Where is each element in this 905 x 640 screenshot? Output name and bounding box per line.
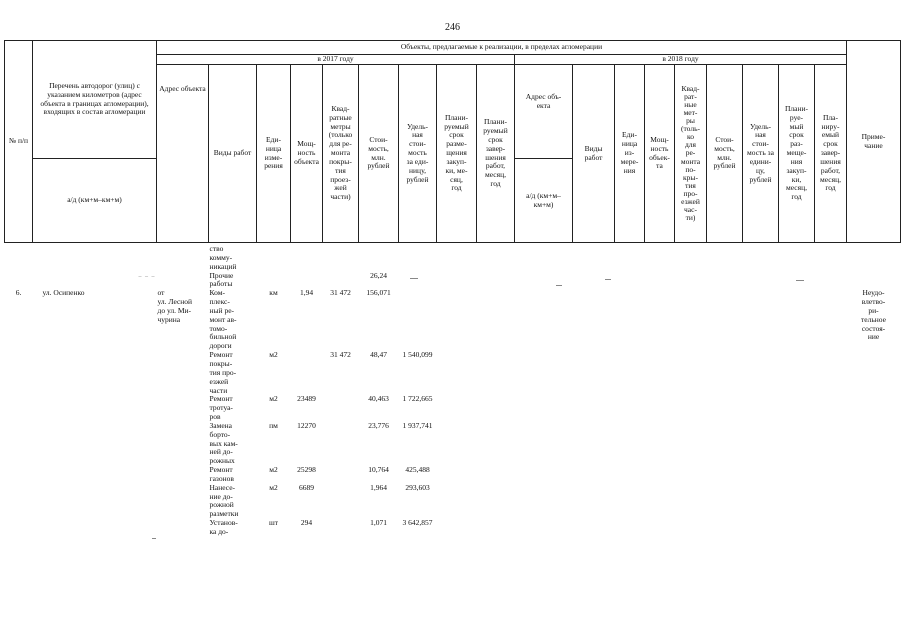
work-type: Ремонт покры- тия про- езжей части — [209, 351, 237, 395]
unit: м2 — [269, 466, 278, 475]
scan-mark — [605, 279, 611, 280]
capacity: 23489 — [297, 395, 316, 404]
header-roads: Перечень автодорог (улиц) с указанием километров (адрес объекта в границах агломерации), входящих в состав агломерации — [33, 41, 157, 159]
header-2017-completion-term: Плани- руемый срок завер- шения работ, месяц, год — [477, 65, 515, 243]
header-2017-cost: Стои- мость, млн. рублей — [359, 65, 399, 243]
scan-mark — [556, 285, 562, 286]
header-year-2018: в 2018 году — [515, 55, 847, 65]
header-2017-area: Квад- ратные метры (только для ре- монта покры- тия проез- жей части) — [323, 65, 359, 243]
header-2018-address-sub: а/д (км+м– км+м) — [515, 159, 573, 243]
note: Неудо- влетво- ри- тельное состоя- ние — [861, 289, 886, 342]
unit-cost: 425,488 — [405, 466, 430, 475]
cost: 10,764 — [368, 466, 389, 475]
scan-mark — [410, 278, 418, 279]
header-2018-cost: Стои- мость, млн. рублей — [707, 65, 743, 243]
area — [323, 395, 359, 422]
unit-cost: 1 937,741 — [402, 421, 433, 430]
header-2018-unit-cost: Удель- ная стои- мость за едини- цу, рублей — [743, 65, 779, 243]
other-work-label: Прочие работы — [209, 271, 234, 289]
capacity: 1,94 — [299, 289, 314, 298]
row-number: 6. — [15, 289, 22, 298]
work-type: Установ- ка до- — [209, 519, 238, 536]
cost: 1,964 — [370, 483, 387, 492]
work-type: Нанесе- ние до- рожной разметки — [209, 483, 239, 519]
cost: 156,071 — [366, 289, 391, 298]
capacity — [291, 351, 323, 395]
area: 31 472 — [330, 351, 351, 360]
cost: 23,776 — [368, 421, 389, 430]
unit: м2 — [269, 351, 278, 360]
work-type: Ремонт тротуа- ров — [209, 395, 233, 422]
header-2018-address: Адрес объ- екта — [515, 65, 573, 159]
header-year-2017: в 2017 году — [157, 55, 515, 65]
header-2018-capacity: Мощ- ность объек- та — [645, 65, 675, 243]
header-2018-area: Квад- рат- ные мет- ры (толь- ко для ре- монта по- кры- тия про- езжей час- ти) — [675, 65, 707, 243]
cost: 48,47 — [370, 351, 387, 360]
scan-mark — [152, 538, 156, 539]
capacity: 25298 — [297, 466, 316, 475]
street-name: ул. Осипенко — [42, 289, 85, 298]
area — [323, 519, 359, 537]
capacity: 294 — [300, 519, 313, 528]
header-roads-sub: а/д (км+м–км+м) — [33, 159, 157, 243]
work-type: Ком- плекс- ный ре- монт ав- томо- бильной дороги — [209, 289, 237, 351]
work-type: Ремонт газонов — [209, 466, 234, 483]
unit: км — [269, 289, 278, 298]
unit-cost: 1 540,099 — [402, 351, 433, 360]
header-2017-capacity: Мощ- ность объекта — [291, 65, 323, 243]
cost: 40,463 — [368, 395, 389, 404]
header-objects-group: Объекты, предлагаемые к реализации, в пределах агломерации — [157, 41, 847, 55]
unit-cost: 3 642,857 — [402, 519, 433, 528]
table-row-other-works: ‒ ‒ ‒ Прочие работы 26,24 — [5, 272, 901, 290]
capacity: 6689 — [299, 483, 314, 492]
scan-mark — [796, 280, 804, 281]
header-2017-address: Адрес объекта — [157, 65, 209, 243]
table-row-6-first — [5, 289, 901, 351]
table-row-prev-tail — [5, 243, 901, 272]
unit: пм — [269, 421, 278, 430]
unit-cost: 1 722,665 — [402, 395, 433, 404]
segment: от ул. Лесной до ул. Ми- чурина — [157, 289, 193, 324]
unit-cost: 293,603 — [405, 483, 430, 492]
header-2017-unit: Еди- ница изме- рения — [257, 65, 291, 243]
work-type: Замена борто- вых кам- ней до- рожных — [209, 421, 238, 466]
area — [323, 484, 359, 519]
other-work-unit-cost: 26,24 — [370, 271, 387, 280]
page-number: 246 — [445, 22, 460, 33]
area — [323, 422, 359, 466]
header-2017-unit-cost: Удель- ная стои- мость за еди- ницу, рублей — [399, 65, 437, 243]
header-2017-placement-term: Плани- руемый срок разме- щения закуп- ки, ме- сяц, год — [437, 65, 477, 243]
cost: 1,071 — [370, 519, 387, 528]
header-2018-placement-term: Плани- руе- мый срок раз- меще- ния закуп- ки, месяц, год — [779, 65, 815, 243]
header-2018-work-types: Виды работ — [573, 65, 615, 243]
prev-work-tail: ство комму- никаций — [209, 244, 237, 271]
header-num: № п/п — [5, 41, 33, 243]
area — [323, 466, 359, 484]
header-2018-unit: Еди- ница из- мере- ния — [615, 65, 645, 243]
header-2017-work-types: Виды работ — [209, 65, 257, 243]
agglomeration-table — [4, 40, 901, 537]
area: 31 472 — [330, 289, 351, 298]
header-note: Приме- чание — [847, 41, 901, 243]
unit: м2 — [269, 483, 278, 492]
unit: м2 — [269, 395, 278, 404]
unit: шт — [268, 519, 279, 528]
unit-cost — [399, 289, 437, 351]
capacity: 12270 — [297, 421, 316, 430]
header-2018-completion-term: Пла- ниру- емый срок завер- шения работ, месяц, год — [815, 65, 847, 243]
